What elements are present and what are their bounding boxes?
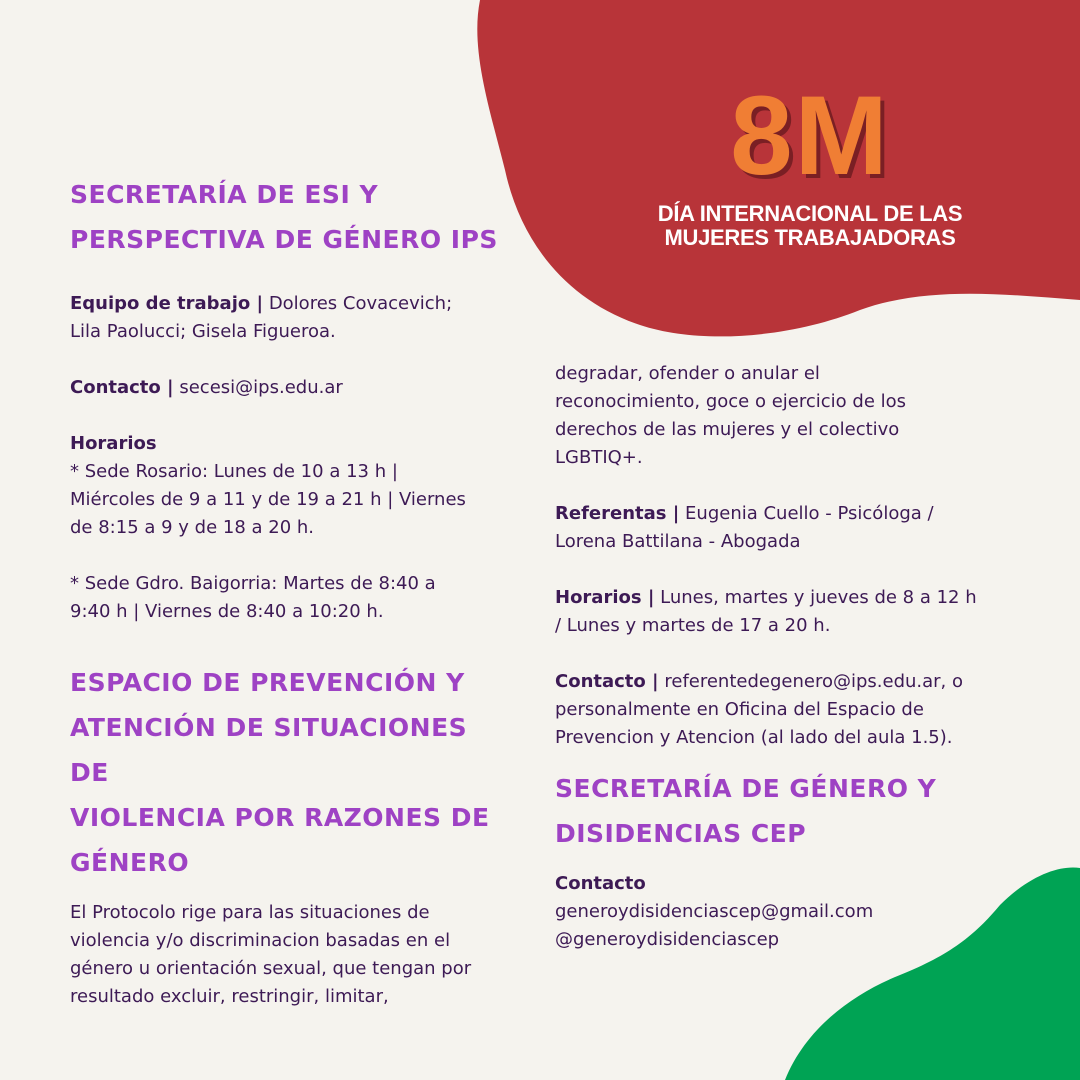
espacio-horarios-label: Horarios | — [555, 587, 655, 608]
espacio-referentas: Referentas | Eugenia Cuello - Psicóloga / Lorena Battilana - Abogada — [555, 503, 934, 552]
esi-equipo: Equipo de trabajo | Dolores Covacevich; Lila Paolucci; Gisela Figueroa. — [70, 293, 453, 342]
esi-email: secesi@ips.edu.ar — [179, 377, 343, 398]
left-column — [70, 172, 510, 1011]
cep-contacto — [555, 870, 995, 954]
cep-handle: @generoydisidenciascep — [555, 929, 780, 950]
esi-contacto-label: Contacto | — [70, 377, 174, 398]
right-column — [555, 360, 995, 954]
hero-subtitle-line1: DÍA INTERNACIONAL DE LAS — [657, 201, 963, 226]
esi-equipo-label: Equipo de trabajo | — [70, 293, 264, 314]
espacio-horarios: Horarios | Lunes, martes y jueves de 8 a 12 h / Lunes y martes de 17 a 20 h. — [555, 587, 977, 636]
esi-contacto — [70, 374, 510, 402]
esi-title: SECRETARÍA DE ESI Y PERSPECTIVA DE GÉNERO IPS — [70, 180, 498, 254]
espacio-body-left: El Protocolo rige para las situaciones de violencia y/o discriminacion basadas en el género u orientación sexual, que tengan por resultado excluir, restringir, limitar, — [70, 902, 472, 1007]
cep-title: SECRETARÍA DE GÉNERO Y DISIDENCIAS CEP — [555, 774, 937, 848]
espacio-contacto: Contacto | referentedegenero@ips.edu.ar, o personalmente en Oficina del Espacio de Prevencion y Atencion (al lado del aula 1.5). — [555, 671, 964, 748]
espacio-body-right: degradar, ofender o anular el reconocimiento, goce o ejercicio de los derechos de las mujeres y el colectivo LGBTIQ+. — [555, 363, 906, 468]
espacio-referentas-label: Referentas | — [555, 503, 680, 524]
hero-8m — [640, 73, 980, 250]
esi-baigorria: * Sede Gdro. Baigorria: Martes de 8:40 a 9:40 h | Viernes de 8:40 a 10:20 h. — [70, 573, 436, 622]
espacio-title: ESPACIO DE PREVENCIÓN Y ATENCIÓN DE SITUACIONES DE VIOLENCIA POR RAZONES DE GÉNERO — [70, 668, 490, 877]
esi-horarios-label: Horarios — [70, 433, 157, 454]
esi-horarios: Horarios * Sede Rosario: Lunes de 10 a 13 h | Miércoles de 9 a 11 y de 19 a 21 h | Viernes de 8:15 a 9 y de 18 a 20 h. — [70, 433, 466, 538]
espacio-contacto-label: Contacto | — [555, 671, 659, 692]
hero-subtitle — [640, 202, 980, 250]
cep-email: generoydisidenciascep@gmail.com — [555, 901, 874, 922]
hero-title: 8M — [730, 73, 890, 198]
hero-subtitle-line2: MUJERES TRABAJADORAS — [664, 225, 956, 250]
cep-contacto-label: Contacto — [555, 873, 646, 894]
